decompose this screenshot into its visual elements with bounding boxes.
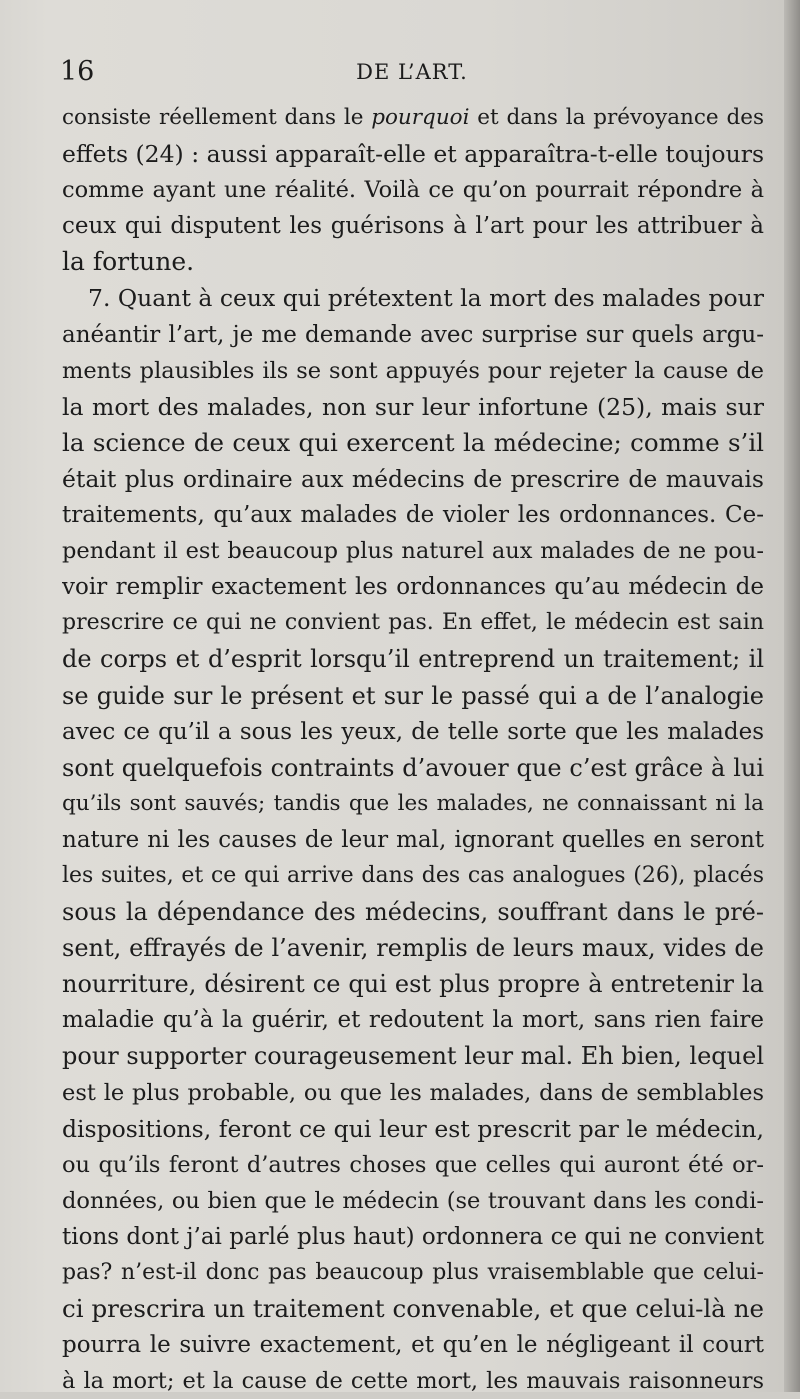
text-line: maladie qu’à la guérir, et redoutent la mort, sans rien faire — [62, 1007, 764, 1034]
text-line: avec ce qu’il a sous les yeux, de telle sorte que les malades — [62, 718, 764, 745]
text-line: pas? n’est-il donc pas beaucoup plus vraisemblable que celui- — [62, 1260, 764, 1285]
text-line: la mort des malades, non sur leur infortune (25), mais sur — [62, 392, 764, 421]
text-line: effets (24) : aussi apparaît-elle et apparaîtra-t-elle toujours — [62, 140, 764, 169]
text-line: ceux qui disputent les guérisons à l’art pour les attribuer à — [62, 213, 764, 240]
text-line: traitements, qu’aux malades de violer les ordonnances. Ce- — [62, 502, 764, 529]
text-line: les suites, et ce qui arrive dans des cas analogues (26), placés — [62, 862, 764, 888]
text-line: dispositions, feront ce qui leur est prescrit par le médecin, — [62, 1114, 764, 1143]
text-line: la science de ceux qui exercent la médecine; comme s’il — [62, 427, 764, 457]
text-line: ments plausibles ils se sont appuyés pour rejeter la cause de — [62, 357, 764, 384]
emphasis-pourquoi: pourquoi — [371, 105, 470, 130]
text-line: nature ni les causes de leur mal, ignorant quelles en seront — [62, 826, 764, 853]
text-line: ci prescrira un traitement convenable, et que celui-là ne — [62, 1294, 764, 1324]
text-line: anéantir l’art, je me demande avec surprise sur quels argu- — [62, 321, 764, 348]
text-line: à la mort; et la cause de cette mort, les mauvais raisonneurs — [62, 1368, 764, 1395]
body-text — [62, 100, 764, 1399]
text-line: ou qu’ils feront d’autres choses que celles qui auront été or- — [62, 1151, 764, 1178]
text-line: qu’ils sont sauvés; tandis que les malades, ne connaissant ni la — [62, 790, 764, 816]
text-line: consiste réellement dans le pourquoi et dans la prévoyance des — [62, 105, 764, 130]
text-line: pendant il est beaucoup plus naturel aux malades de ne pou- — [62, 538, 764, 565]
text-line: sont quelquefois contraints d’avouer que c’est grâce à lui — [62, 753, 764, 782]
text-line: voir remplir exactement les ordonnances qu’au médecin de — [62, 574, 764, 601]
text-line: la fortune. — [62, 247, 195, 277]
page-number: 16 — [60, 56, 95, 87]
text-line: pour supporter courageusement leur mal. Eh bien, lequel — [62, 1042, 764, 1071]
text-line: pourra le suivre exactement, et qu’en le négligeant il court — [62, 1332, 764, 1359]
text-line: sent, effrayés de l’avenir, remplis de leurs maux, vides de — [62, 934, 764, 963]
page-edge-shadow — [784, 0, 800, 1392]
text-line: nourriture, désirent ce qui est plus propre à entretenir la — [62, 970, 764, 999]
text-line: prescrire ce qui ne convient pas. En effet, le médecin est sain — [62, 610, 764, 636]
paragraph-7-start: 7. Quant à ceux qui prétextent la mort des malades pour — [88, 284, 764, 313]
text-line: comme ayant une réalité. Voilà ce qu’on pourrait répondre à — [62, 177, 764, 204]
text-line: se guide sur le présent et sur le passé qui a de l’analogie — [62, 681, 764, 710]
running-title: DE L’ART. — [356, 60, 468, 84]
text-line: de corps et d’esprit lorsqu’il entreprend un traitement; il — [62, 645, 764, 674]
text-line: est le plus probable, ou que les malades, dans de semblables — [62, 1079, 764, 1106]
text-line: sous la dépendance des médecins, souffrant dans le pré- — [62, 898, 764, 927]
text-line: données, ou bien que le médecin (se trouvant dans les condi- — [62, 1187, 764, 1214]
text-line: tions dont j’ai parlé plus haut) ordonnera ce qui ne convient — [62, 1223, 764, 1250]
page-header — [60, 56, 764, 92]
text-line: était plus ordinaire aux médecins de prescrire de mauvais — [62, 464, 764, 493]
